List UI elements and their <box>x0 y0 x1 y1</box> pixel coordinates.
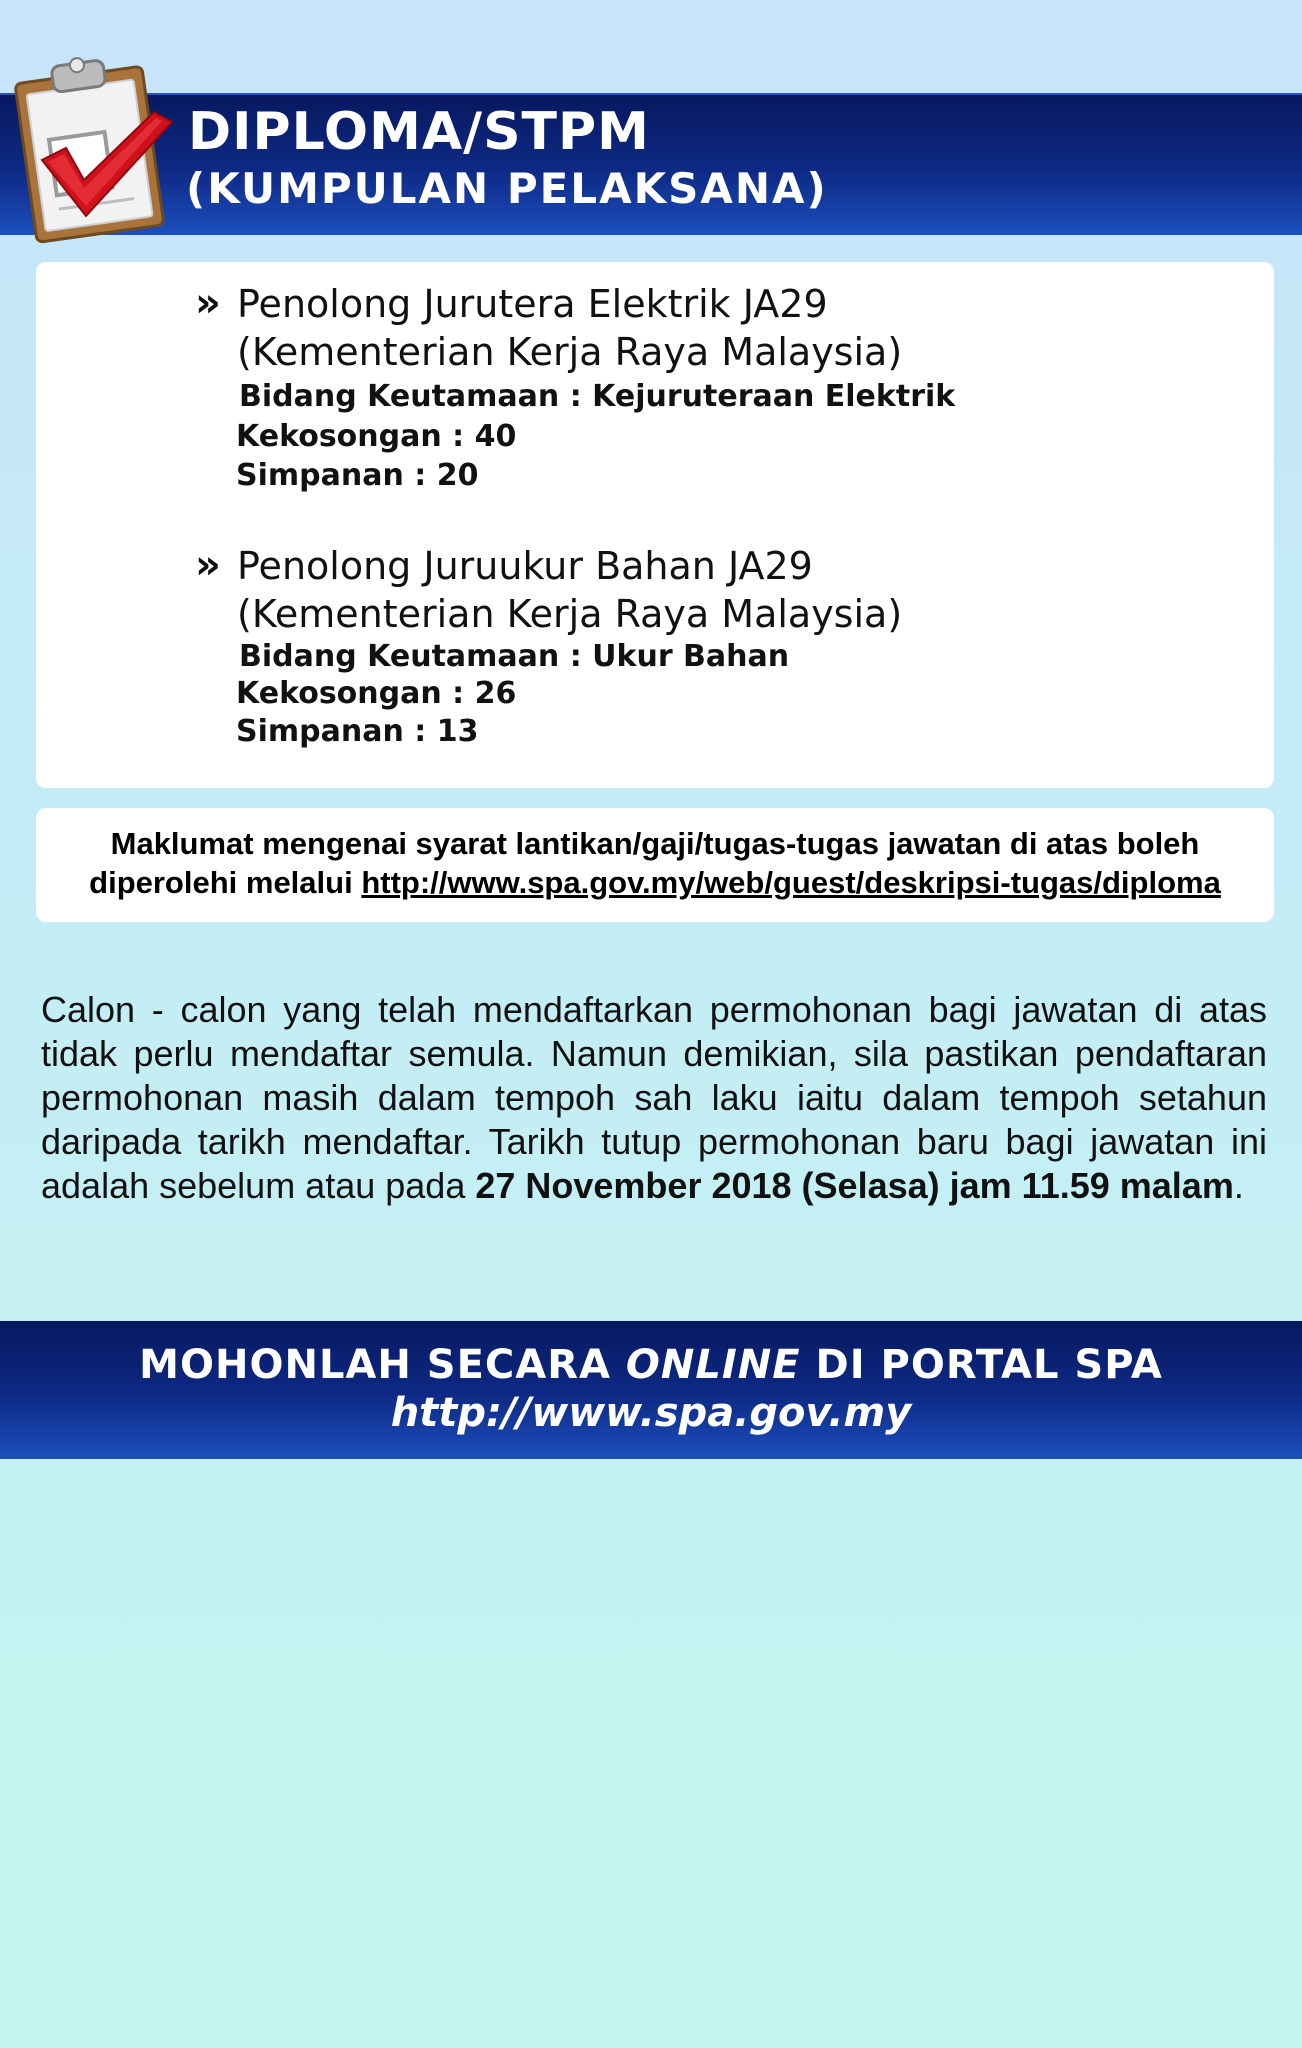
info-text <box>36 808 1274 902</box>
footer-text-a: MOHONLAH SECARA <box>139 1342 626 1388</box>
double-chevron-icon: » <box>195 280 221 326</box>
job-ministry: (Kementerian Kerja Raya Malaysia) <box>237 330 903 374</box>
job-title: Penolong Juruukur Bahan JA29 <box>237 544 813 588</box>
notice-end: . <box>1233 1165 1244 1206</box>
clipboard-check-icon <box>4 48 180 244</box>
page-subtitle: (KUMPULAN PELAKSANA) <box>186 164 828 213</box>
footer-text-c: DI PORTAL SPA <box>800 1342 1163 1388</box>
job-vacancies: Kekosongan : 26 <box>236 676 517 711</box>
footer-banner <box>0 1321 1302 1459</box>
notice-text: Calon - calon yang telah mendaftarkan permohonan bagi jawatan di atas tidak perlu mendaftar semula. Namun demikian, sila pastikan pendaftaran permohonan masih dalam tempoh sah laku iaitu dalam tempoh setahun daripada tarikh mendaftar. Tarikh tutup permohonan baru bagi jawatan ini adalah sebelum atau pada <box>41 989 1267 1206</box>
job-title: Penolong Jurutera Elektrik JA29 <box>237 282 828 326</box>
portal-url-link[interactable]: http://www.spa.gov.my <box>390 1390 912 1436</box>
notice-paragraph <box>41 988 1267 1208</box>
job-listing <box>196 542 902 751</box>
job-description-link[interactable]: http://www.spa.gov.my/web/guest/deskripsi-tugas/diploma <box>361 865 1221 900</box>
jobs-card <box>36 262 1274 788</box>
job-field: Bidang Keutamaan : Ukur Bahan <box>239 639 790 674</box>
job-reserve: Simpanan : 13 <box>236 714 479 749</box>
job-vacancies: Kekosongan : 40 <box>236 419 517 454</box>
page-title: DIPLOMA/STPM <box>188 102 650 162</box>
closing-deadline: 27 November 2018 (Selasa) jam 11.59 malam <box>475 1165 1234 1206</box>
job-ministry: (Kementerian Kerja Raya Malaysia) <box>237 592 903 636</box>
footer-text-online: ONLINE <box>625 1342 801 1388</box>
info-card <box>36 808 1274 922</box>
footer-call-to-action <box>0 1342 1302 1388</box>
job-reserve: Simpanan : 20 <box>236 458 479 493</box>
job-field: Bidang Keutamaan : Kejuruteraan Elektrik <box>239 379 956 414</box>
double-chevron-icon: » <box>195 542 221 588</box>
job-listing <box>196 280 955 495</box>
info-description: Maklumat mengenai syarat lantikan/gaji/tugas-tugas jawatan di atas boleh diperolehi melalui <box>89 826 1200 900</box>
